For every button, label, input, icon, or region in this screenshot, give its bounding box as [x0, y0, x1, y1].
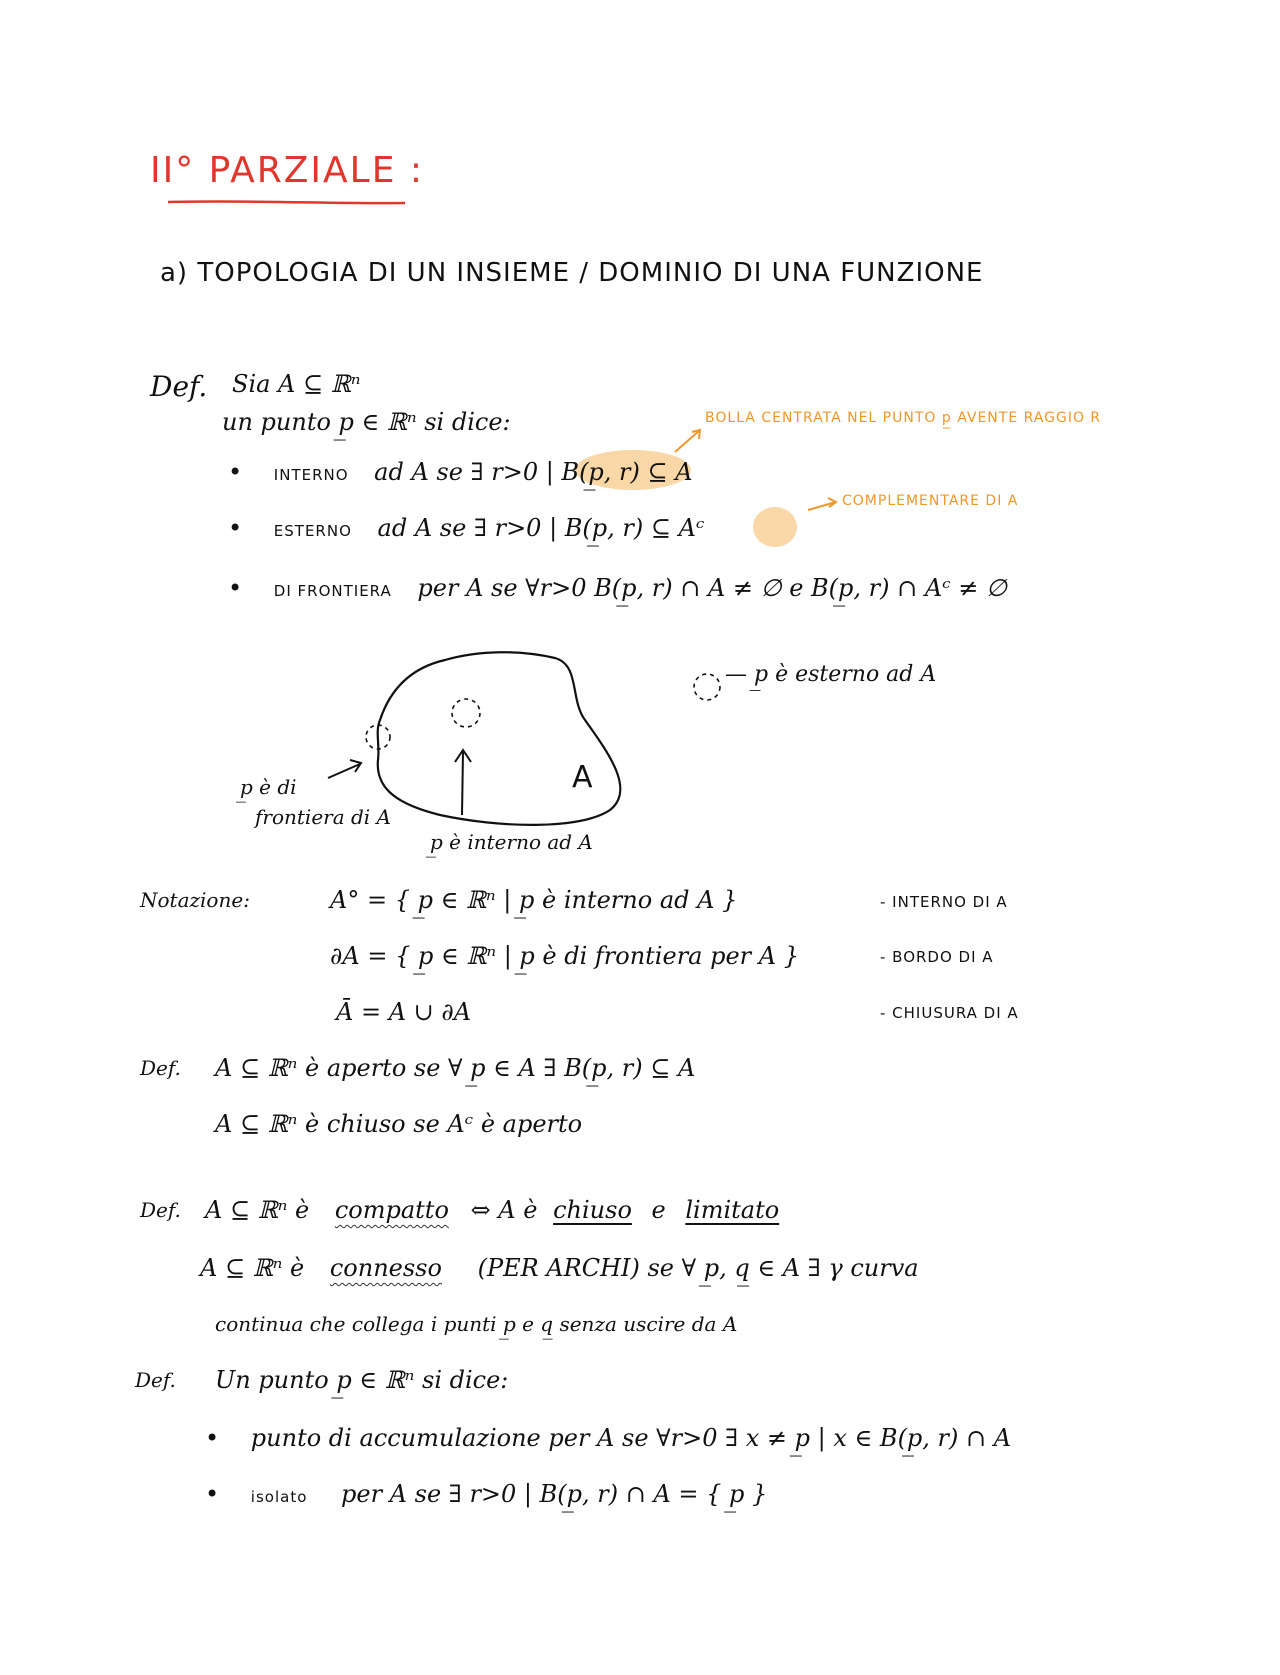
connected-line2: continua che collega i punti p̲ e q̲ senza uscire da A [215, 1312, 738, 1336]
frontiera-text: per A se ∀r>0 B(p̲, r) ∩ A ≠ ∅ e B(p̲, r) ∩ Aᶜ ≠ ∅ [417, 574, 1007, 602]
frontiera-label: DI FRONTIERA [273, 582, 392, 600]
isolato-row [205, 1480, 767, 1508]
def2-open: A ⊆ ℝⁿ è aperto se ∀ p̲ ∈ A ∃ B(p̲, r) ⊆ A [215, 1054, 696, 1082]
set-boundary [378, 652, 621, 825]
set-label: A [572, 760, 594, 795]
interno-text: ad A se ∃ r>0 | B(p̲, r) ⊆ A [374, 458, 693, 486]
def2-closed: A ⊆ ℝⁿ è chiuso se Aᶜ è aperto [215, 1110, 583, 1138]
interno-label: INTERNO [273, 466, 349, 484]
def1-line1: Sia A ⊆ ℝⁿ [232, 370, 361, 398]
connected-post: (PER ARCHI) se ∀ p̲, q̲ ∈ A ∃ γ curva [477, 1254, 919, 1282]
boundary-def: ∂A = { p̲ ∈ ℝⁿ | p̲ è di frontiera per A } [330, 942, 799, 970]
def2-label: Def. [140, 1056, 181, 1080]
connected-pre: A ⊆ ℝⁿ è [200, 1254, 305, 1282]
interior-note: p̲ è interno ad A [430, 830, 593, 854]
compact-word: compatto [334, 1196, 449, 1224]
def1-line2: un punto p̲ ∈ ℝⁿ si dice: [222, 408, 511, 436]
def4-intro: Un punto p̲ ∈ ℝⁿ si dice: [215, 1366, 509, 1394]
section-heading: a) TOPOLOGIA DI UN INSIEME / DOMINIO DI UNA FUNZIONE [160, 258, 984, 288]
esterno-label: ESTERNO [273, 522, 352, 540]
notation-label: Notazione: [140, 888, 250, 912]
external-note: — p̲ è esterno ad A [725, 662, 937, 687]
def3-label: Def. [140, 1198, 181, 1222]
esterno-text: ad A se ∃ r>0 | B(p̲, r) ⊆ Aᶜ [377, 514, 705, 542]
note-ball: BOLLA CENTRATA NEL PUNTO p̲ AVENTE RAGGIO R [705, 410, 1102, 426]
closed-word: chiuso [553, 1196, 632, 1224]
frontier-note-2: frontiera di A [255, 805, 391, 829]
external-ball [694, 674, 720, 700]
connected-row [200, 1254, 919, 1282]
page-title: II° PARZIALE : [150, 150, 425, 191]
compact-pre: A ⊆ ℝⁿ è [205, 1196, 310, 1224]
connected-word: connesso [329, 1254, 442, 1282]
closure-name: - CHIUSURA DI A [880, 1004, 1019, 1022]
interior-name: - INTERNO DI A [880, 893, 1008, 911]
and-word: e [651, 1196, 666, 1224]
note-complement: COMPLEMENTARE DI A [842, 493, 1019, 509]
compact-mid: ⇔ A è [470, 1196, 538, 1224]
isolato-text: per A se ∃ r>0 | B(p̲, r) ∩ A = { p̲ } [341, 1480, 768, 1508]
isolato-label: isolato [250, 1488, 308, 1506]
bounded-word: limitato [685, 1196, 780, 1224]
frontier-note-1: p̲ è di [240, 775, 297, 799]
interior-def: A° = { p̲ ∈ ℝⁿ | p̲ è interno ad A } [330, 886, 738, 914]
accum-row [205, 1424, 1011, 1452]
interior-arrow [462, 752, 463, 815]
def1-label: Def. [150, 370, 208, 403]
interior-ball [452, 699, 480, 727]
compact-row [205, 1196, 779, 1224]
boundary-name: - BORDO DI A [880, 948, 994, 966]
closure-def: Ā = A ∪ ∂A [336, 998, 472, 1026]
accum-text: punto di accumulazione per A se ∀r>0 ∃ x ≠ p̲ | x ∈ B(p̲, r) ∩ A [250, 1424, 1012, 1452]
def4-label: Def. [135, 1368, 176, 1392]
